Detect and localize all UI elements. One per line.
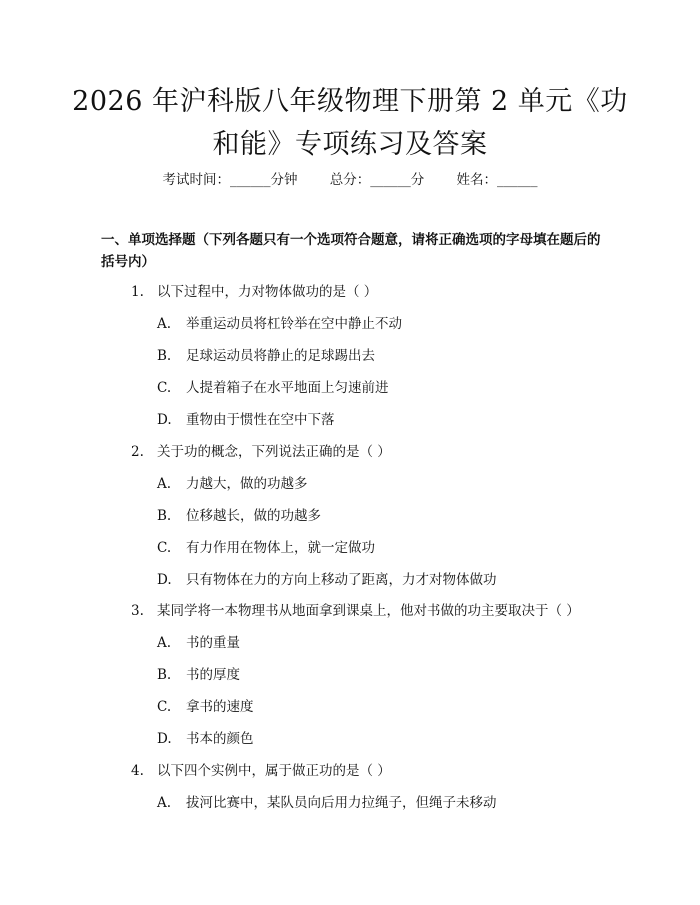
option-text: 人提着箱子在水平地面上匀速前进: [186, 380, 389, 396]
option-text: 书的重量: [186, 635, 240, 651]
student-name-field: [457, 168, 538, 188]
option-text: 有力作用在物体上，就一定做功: [186, 540, 375, 556]
option-letter: A.: [157, 635, 172, 651]
option-text: 足球运动员将静止的足球踢出去: [186, 348, 375, 364]
option-text: 书的厚度: [186, 667, 240, 683]
option-letter: A.: [157, 476, 172, 492]
option-text: 力越大，做的功越多: [186, 476, 308, 492]
option-letter: B.: [157, 508, 172, 524]
option-letter: C.: [157, 380, 172, 396]
exam-time-field: [162, 168, 297, 188]
exam-time-blank: ______: [229, 172, 271, 188]
total-score-blank: ______: [370, 172, 411, 188]
document-title: [70, 80, 630, 166]
question-text: 以下过程中，力对物体做功的是（ ）: [157, 284, 378, 300]
question-text: 以下四个实例中，属于做正功的是（ ）: [157, 763, 391, 779]
student-name-blank: ______: [497, 172, 538, 188]
option-text: 书本的颜色: [186, 731, 254, 747]
option-letter: D.: [157, 412, 172, 428]
question-number: 1.: [131, 284, 144, 300]
title-line-1: 2026 年沪科版八年级物理下册第 2 单元《功: [72, 86, 628, 117]
total-score-label: 总分：: [329, 172, 371, 188]
exam-time-unit: 分钟: [270, 172, 298, 188]
option-letter: B.: [157, 667, 172, 683]
option-letter: A.: [157, 316, 172, 332]
title-line-2: 和能》专项练习及答案: [212, 129, 488, 160]
option-text: 拔河比赛中，某队员向后用力拉绳子，但绳子未移动: [186, 795, 497, 811]
option-letter: B.: [157, 348, 172, 364]
question-text: 关于功的概念，下列说法正确的是（ ）: [157, 444, 391, 460]
section-heading: 一、单项选择题（下列各题只有一个选项符合题意，请将正确选项的字母填在题后的括号内）: [101, 232, 601, 270]
question-number: 4.: [131, 763, 144, 779]
exam-info-line: [0, 168, 700, 188]
question-text: 某同学将一本物理书从地面拿到课桌上，他对书做的功主要取决于（ ）: [157, 603, 580, 619]
question-number: 3.: [131, 603, 144, 619]
option-letter: D.: [157, 572, 172, 588]
question-number: 2.: [131, 444, 144, 460]
option-text: 只有物体在力的方向上移动了距离，力才对物体做功: [186, 572, 497, 588]
option-text: 位移越长，做的功越多: [186, 508, 321, 524]
exam-time-label: 考试时间：: [162, 172, 230, 188]
option-letter: C.: [157, 540, 172, 556]
option-letter: A.: [157, 795, 172, 811]
option-text: 举重运动员将杠铃举在空中静止不动: [186, 316, 402, 332]
student-name-label: 姓名：: [456, 172, 498, 188]
option-letter: C.: [157, 699, 172, 715]
total-score-field: [330, 168, 425, 188]
option-text: 重物由于惯性在空中下落: [186, 412, 335, 428]
option-letter: D.: [157, 731, 172, 747]
option-text: 拿书的速度: [186, 699, 254, 715]
total-score-unit: 分: [410, 172, 425, 188]
